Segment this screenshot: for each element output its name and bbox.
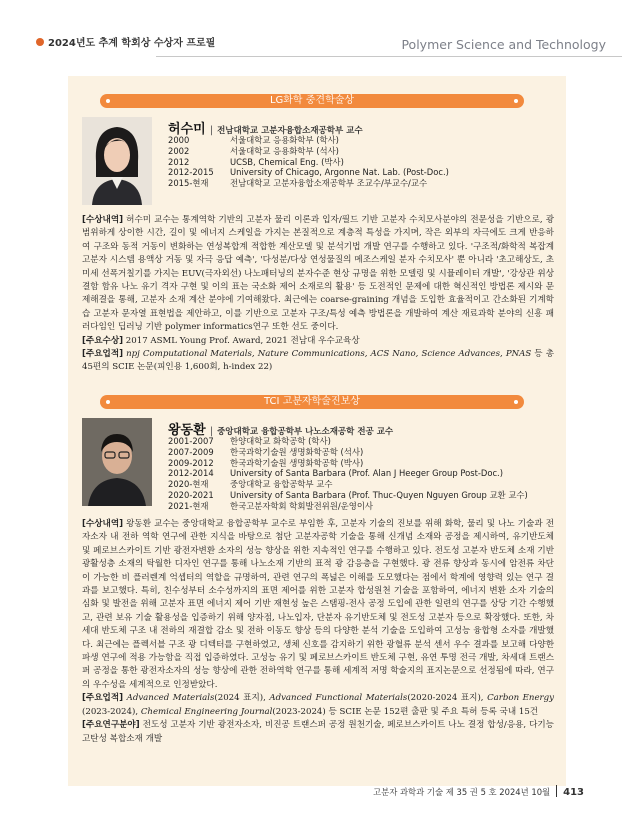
career-year: 2015-현재 <box>168 178 209 189</box>
career-row <box>168 135 449 146</box>
fields-label: [주요연구분야] <box>82 720 140 731</box>
person-affiliation: 중앙대학교 융합공학부 나노소재공학 전공 교수 <box>217 427 394 437</box>
works-paragraph <box>82 692 554 719</box>
award-body-wang <box>82 518 554 746</box>
works-segment: (2023-2024), <box>82 706 141 717</box>
banner-dot-icon <box>514 400 518 404</box>
career-desc: 전남대학교 고분자융합소재공학부 조교수/부교수/교수 <box>230 178 428 189</box>
journal-name: Advanced Functional Materials <box>269 693 408 704</box>
career-row <box>168 501 528 512</box>
separator: | <box>209 426 214 437</box>
details-paragraph <box>82 214 554 335</box>
person-affiliation: 전남대학교 고분자융합소재공학부 교수 <box>217 126 363 136</box>
career-year: 2012-2015 <box>168 167 214 178</box>
page-number: 413 <box>563 787 584 798</box>
career-desc: University of Chicago, Argonne Nat. Lab. (Post-Doc.) <box>230 167 449 178</box>
career-row <box>168 167 449 178</box>
portrait-photo-heo <box>82 117 152 205</box>
separator: | <box>209 125 214 136</box>
award-title: TCI 고분자학술진보상 <box>264 396 360 407</box>
banner-dot-icon <box>514 99 518 103</box>
works-text <box>82 693 554 716</box>
header-divider <box>156 56 622 57</box>
series-label: 2024년도 추계 학회상 수상자 프로필 <box>48 38 216 49</box>
career-row <box>168 178 449 189</box>
career-table-heo <box>168 135 449 189</box>
portrait-photo-wang <box>82 418 152 506</box>
career-desc: UCSB, Chemical Eng. (박사) <box>230 156 344 167</box>
details-text: 왕동환 교수는 중앙대학교 융합공학부 교수로 부임한 후, 고분자 기술의 진보를 위해 화학, 물리 및 나노 기술과 전자소자 내 전하 역학 연구에 관한 지식을 바탕으로 첨단 고분자공학 기술을 통해 신개념 소재와 공정을 제시하여, 유기반도체 및 페로브스카이트 기반 광전자변환 소자의 성능 향상을 위한 지속적인 연구를 수행하고 있다. 전도성 고분자 반도체 소재 기반 광활성층 소재의 탁월한 디자인 연구를 통해 나노소재 기반의 표적 광 감응층을 구현했다. 광 전류 향상과 동시에 암전류 차단이 가능한 비 플러렌계 억셉터의 역할을 규명하여, 관련 연구의 폭넓은 이해를 도모했다는 점에서 학계에 영향력 있는 연구 결과를 보고했다. 특히, 친수성부터 소수성까지의 표면 제어를 위한 고분자 합성원천 기술을 포함하여, 에너지 변환 소자 기술의 심화 및 발전을 위해 고분자 표면 에너지 제어 기반 재현성 높은 스탬핑-전사 공정 도입에 관한 일련의 연구를 상당 기간 수행했고, 관련 보유 기술 활용성을 입증하기 위해 양자점, 나노입자, 단분자 유기반도체 및 전도성 고분자 등으로 확장했다. 또한, 차세대 반도체 구조 내 전하의 재결합 감소 및 전하 이동도 향상 등의 다양한 분석 기술을 도입하여 고성능 융합형 소자를 개발했다. 최근에는 플렉서블 구조 광 디텍터를 구현하였고, 생체 신호를 감지하기 위한 광혈류 분석 센서 우수 결과를 보고해 다양한 파생 연구에 적용 가능함을 직접 입증하였다. 고성능 유기 및 페로브스카이트 반도체 구현, 유연 투명 전극 개발, 차세대 트랜스퍼 공정을 통한 광전자소자의 성능 향상에 관한 전하역학 연구를 통해 세계적 저명 학술지의 표지논문으로 선정됨에 따라, 연구의 우수성을 세계적으로 인정받았다. <box>82 519 555 690</box>
career-row <box>168 490 528 501</box>
journal-issue: 고분자 과학과 기술 제 35 권 5 호 2024년 10월 <box>373 787 551 797</box>
details-label: [수상내역] <box>82 215 124 225</box>
bullet-dot-icon <box>36 38 44 46</box>
career-year: 2007-2009 <box>168 446 214 457</box>
journal-name: Carbon Energy <box>487 693 555 704</box>
works-segment: (2024 표지), <box>214 693 270 704</box>
career-table-wang <box>168 436 528 512</box>
person-name: 왕동환 <box>168 423 206 438</box>
career-row <box>168 436 528 447</box>
award-body-heo <box>82 214 554 375</box>
page-header <box>0 0 622 60</box>
career-desc: 한국과학기술원 생명화학공학 (박사) <box>230 457 364 468</box>
fields-paragraph <box>82 719 554 746</box>
career-row <box>168 447 528 458</box>
career-row <box>168 468 528 479</box>
banner-dot-icon <box>106 400 110 404</box>
career-year: 2009-2012 <box>168 457 214 468</box>
person-name: 허수미 <box>168 122 206 137</box>
award-paragraph <box>82 335 554 348</box>
works-label: [주요업적] <box>82 693 124 704</box>
works-segment: (2020-2024 표지), <box>407 693 488 704</box>
career-desc: 한국고분자학회 학회발전위원/운영이사 <box>230 500 374 511</box>
career-desc: 한양대학교 화학공학 (학사) <box>230 436 331 446</box>
works-journals: npj Computational Materials, Nature Communications, ACS Nano, Science Advances, PNAS <box>126 349 532 360</box>
career-desc: 한국과학기술원 생명화학공학 (석사) <box>230 446 364 457</box>
career-row <box>168 458 528 469</box>
career-year: 2020-2021 <box>168 489 214 500</box>
career-row <box>168 157 449 168</box>
career-desc: 서울대학교 응용화학부 (학사) <box>230 135 339 145</box>
award-text: 2017 ASML Young Prof. Award, 2021 전남대 우수교육상 <box>125 335 360 346</box>
career-desc: 중앙대학교 융합공학부 교수 <box>230 479 333 490</box>
details-label: [수상내역] <box>82 519 124 529</box>
works-label: [주요업적] <box>82 349 124 360</box>
journal-title-en: Polymer Science and Technology <box>401 37 606 52</box>
career-row <box>168 479 528 490</box>
details-paragraph <box>82 518 554 692</box>
career-desc: 서울대학교 응용화학부 (석사) <box>230 145 339 156</box>
award-banner-tci <box>100 395 524 409</box>
career-year: 2002 <box>168 145 190 156</box>
career-desc: University of Santa Barbara (Prof. Alan J Heeger Group Post-Doc.) <box>230 468 503 479</box>
career-year: 2012-2014 <box>168 468 214 479</box>
page-footer <box>373 785 584 798</box>
journal-name: Chemical Engineering Journal <box>140 706 273 717</box>
award-banner-lg <box>100 94 524 108</box>
details-text: 허수미 교수는 통계역학 기반의 고분자 물리 이론과 입자/필드 기반 고분자 수치모사분야의 전문성을 기반으로, 광범위하게 상이한 시간, 길이 및 에너지 스케일을 가지는 본질적으로 계층적 특성을 가지며, 작은 외부의 자극에도 크게 반응하여 구조와 동적 거동이 변화하는 연성복합계 적합한 계산모델 및 분석기법 개발 연구를 수행하고 있다. '구조적/화학적 복잡계 고분자 시스템 용액상 거동 및 자극 응답 예측', '다성분/다상 연성물질의 메조스케일 분자 수치모사' 뿐 아니라 '초고해상도, 초미세 선폭거칠기를 가지는 EUV(극자외선) 나노패터닝의 분자수준 현상 규명을 위한 모델링 및 시뮬레이터 개발', '강상관 위상 결함 함유 나노 유기 격자 구현 및 이의 표는 국소화 제어 소재로의 활용' 등 도전적인 문제에 대한 혁신적인 방법론 제시와 문제해결을 통해, 고분자 소재 계산 분야에 기여해왔다. 최근에는 coarse-graining 개념을 도입한 효율적이고 간소화된 기계학습 고분자 문자열 표현법을 제안하고, 이를 기반으로 고분자 구조/특성 예측 방법론을 개발하여 계산 재료과학 분야의 신흥 패러다임인 딥러닝 기반 polymer informatics연구 또한 선도 중이다. <box>82 215 555 333</box>
works-paragraph <box>82 348 554 375</box>
award-title: LG화학 중견학술상 <box>269 95 355 106</box>
career-row <box>168 146 449 157</box>
works-segment: (2023-2024) 등 SCIE 논문 152편 출판 및 주요 특허 등록 국내 15건 <box>272 706 539 717</box>
award-label: [주요수상] <box>82 335 124 346</box>
career-year: 2020-현재 <box>168 479 209 490</box>
footer-divider <box>556 785 557 797</box>
career-year: 2001-2007 <box>168 436 214 446</box>
works-text: 등 총 45편의 SCIE 논문(피인용 1,600회, h-index 22) <box>82 349 554 373</box>
career-year: 2012 <box>168 156 190 167</box>
banner-dot-icon <box>106 99 110 103</box>
career-desc: University of Santa Barbara (Prof. Thuc-Quyen Nguyen Group 교환 교수) <box>230 489 528 500</box>
career-year: 2000 <box>168 135 190 145</box>
fields-text: 전도성 고분자 기반 광전자소자, 비진공 트랜스퍼 공정 원천기술, 페로브스카이트 나노 결정 합성/응용, 다기능 고탄성 복합소재 개발 <box>82 720 554 744</box>
journal-name: Advanced Materials <box>126 693 215 704</box>
career-year: 2021-현재 <box>168 500 209 511</box>
